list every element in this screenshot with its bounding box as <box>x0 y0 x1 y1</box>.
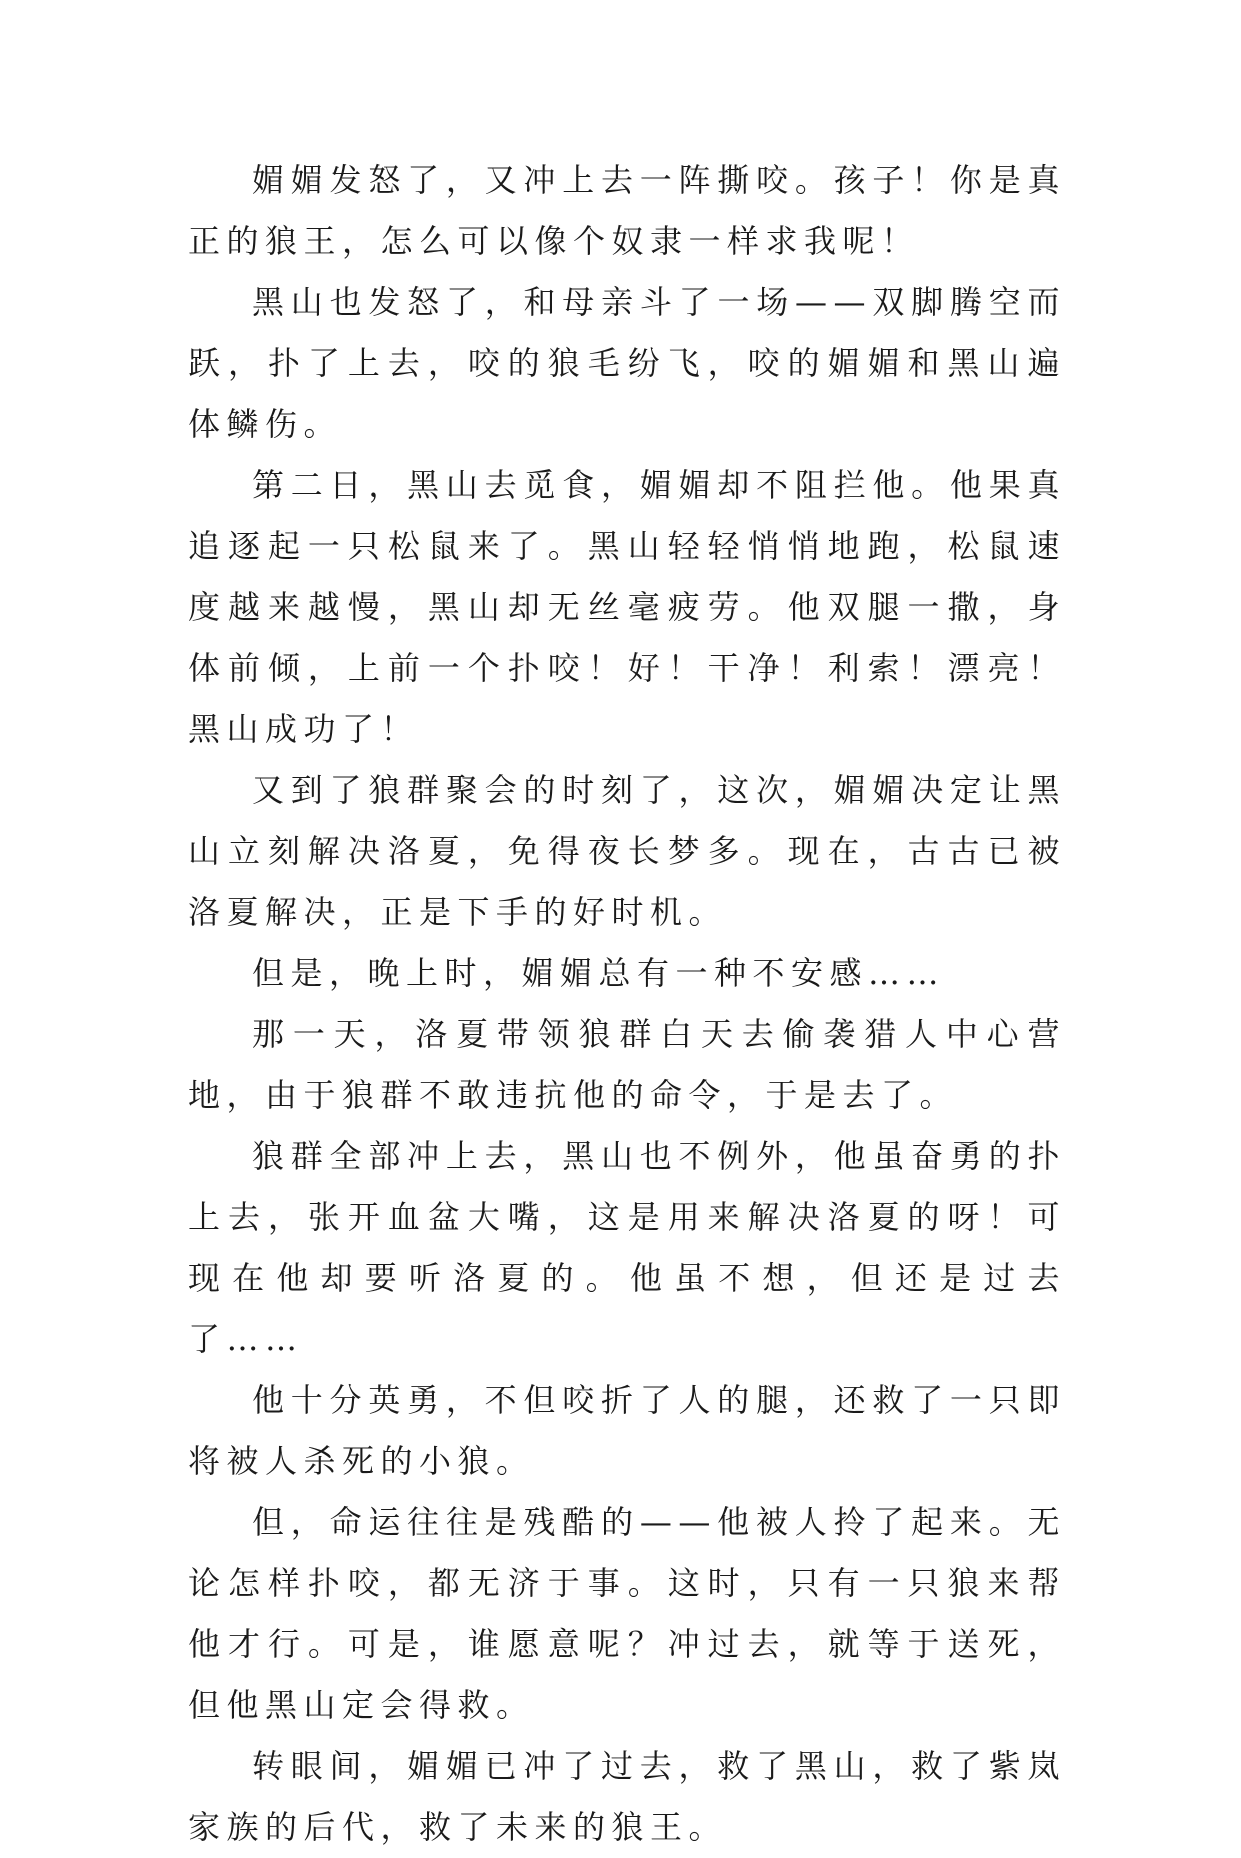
paragraph-3: 第二日，黑山去觅食，媚媚却不阻拦他。他果真追逐起一只松鼠来了。黑山轻轻悄悄地跑，松鼠速度越来越慢，黑山却无丝毫疲劳。他双腿一撒，身体前倾，上前一个扑咬！好！干净！利索！漂亮！黑山成功了！ <box>188 466 1066 748</box>
paragraph-4: 又到了狼群聚会的时刻了，这次，媚媚决定让黑山立刻解决洛夏，免得夜长梦多。现在，古古已被洛夏解决，正是下手的好时机。 <box>188 771 1066 931</box>
paragraph-9: 但，命运往往是残酷的——他被人拎了起来。无论怎样扑咬，都无济于事。这时，只有一只狼来帮他才行。可是，谁愿意呢？冲过去，就等于送死，但他黑山定会得救。 <box>188 1503 1066 1724</box>
paragraph-6: 那一天，洛夏带领狼群白天去偷袭猎人中心营地，由于狼群不敢违抗他的命令，于是去了。 <box>188 1015 1066 1114</box>
document-body <box>188 150 1066 1858</box>
paragraph-8: 他十分英勇，不但咬折了人的腿，还救了一只即将被人杀死的小狼。 <box>188 1381 1066 1480</box>
paragraph-5: 但是，晚上时，媚媚总有一种不安感…… <box>252 954 946 992</box>
paragraph-1: 媚媚发怒了，又冲上去一阵撕咬。孩子！你是真正的狼王，怎么可以像个奴隶一样求我呢！ <box>188 161 1066 260</box>
paragraph-10: 转眼间，媚媚已冲了过去，救了黑山，救了紫岚家族的后代，救了未来的狼王。 <box>188 1747 1066 1846</box>
paragraph-2: 黑山也发怒了，和母亲斗了一场——双脚腾空而跃，扑了上去，咬的狼毛纷飞，咬的媚媚和黑山遍体鳞伤。 <box>188 283 1066 443</box>
paragraph-7: 狼群全部冲上去，黑山也不例外，他虽奋勇的扑上去，张开血盆大嘴，这是用来解决洛夏的呀！可现在他却要听洛夏的。他虽不想，但还是过去了…… <box>188 1137 1066 1358</box>
